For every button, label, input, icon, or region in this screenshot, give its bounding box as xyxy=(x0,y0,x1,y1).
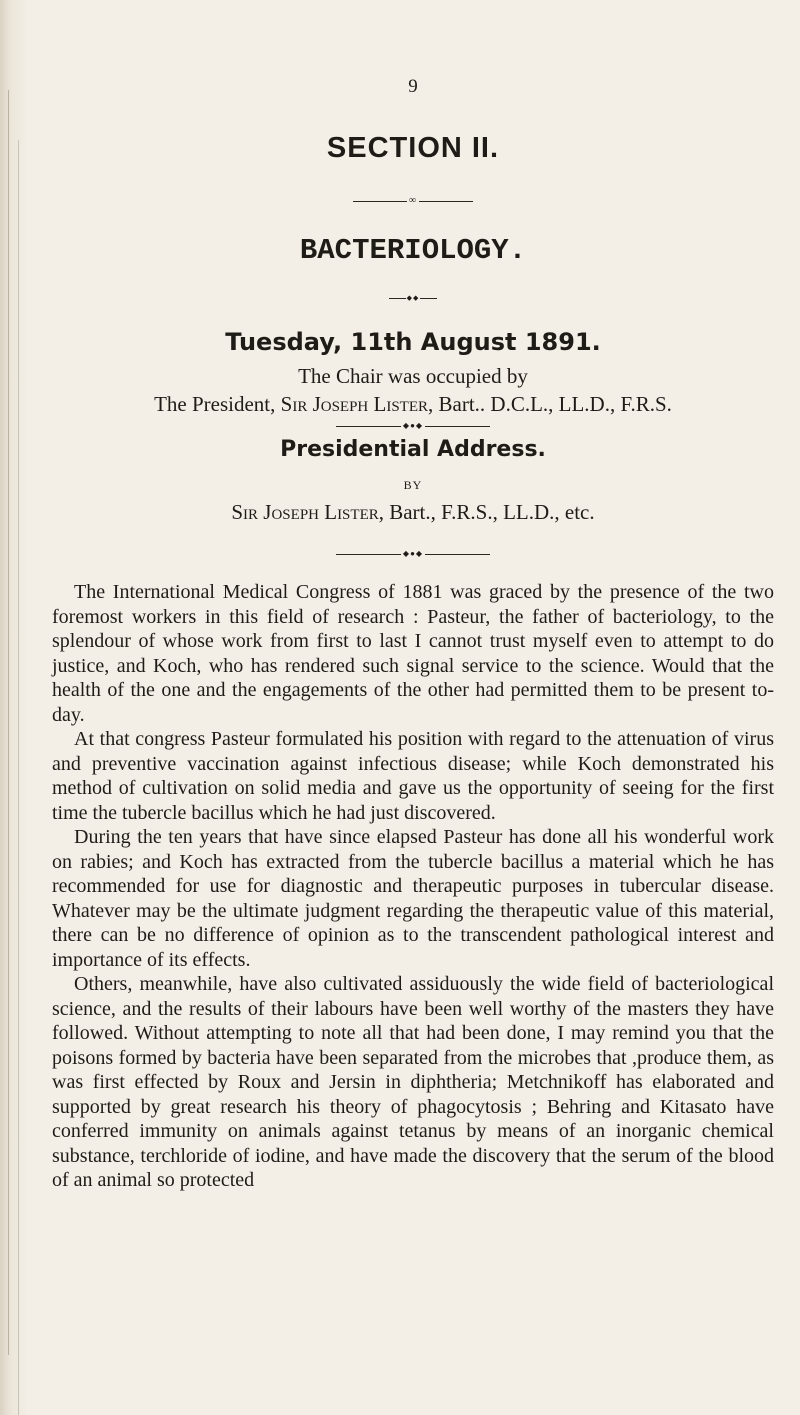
page-number: 9 xyxy=(408,76,418,97)
chair-line: The Chair was occupied by xyxy=(298,364,528,388)
president-name: Sir Joseph Lister xyxy=(280,392,428,416)
author-name: Sir Joseph Lister xyxy=(231,500,379,524)
paragraph: At that congress Pasteur formulated his position with regard to the attenuation of virus and preventive vaccination against infectious disease; while Koch demonstrated his method of cultivation on solid media and gave us the opportunity of seeing for the first time the tubercle bacillus which he had just discovered. xyxy=(52,728,774,824)
by-label: BY xyxy=(403,478,423,492)
address-body xyxy=(52,580,774,1193)
page-binding-edge xyxy=(0,0,28,1415)
author-line: Sir Joseph Lister, Bart., F.R.S., LL.D., etc. xyxy=(231,500,595,524)
subject-title: BACTERIOLOGY. xyxy=(299,234,527,267)
paragraph: Others, meanwhile, have also cultivated assiduously the wide field of bacteriological science, and the results of their labours have been well worthy of the masters they have followed. Without attempting to note all that had been done, I may remind you that the poisons formed by bacteria have been separated from the microbes that ,produce them, as was first effected by Roux and Jersin in diphtheria; Metchnikoff has elaborated and supported by great research his theory of phagocytosis ; Behring and Kitasato have conferred immunity on animals against tetanus by means of an inorganic chemical substance, terchloride of iodine, and have made the discovery that the serum of the blood of an animal so protected xyxy=(52,973,774,1191)
chair-line-president: The President, Sir Joseph Lister, Bart.. D.C.L., LL.D., F.R.S. xyxy=(154,392,672,416)
address-title: Presidential Address. xyxy=(280,437,546,462)
divider-ornament: ◆◆ xyxy=(406,294,420,302)
paragraph: The International Medical Congress of 1881 was graced by the presence of the two foremost workers in this field of research : Pasteur, the father of bacteriology, to the splendour of whose work from first to last I cannot trust myself even to attempt to do justice, and Koch, who has rendered such signal service to the science. Would that the health of the one and the engagements of the other had permitted them to be present to-day. xyxy=(52,581,774,726)
meeting-date: Tuesday, 11th August 1891. xyxy=(225,328,601,356)
divider-ornament: ◆●◆ xyxy=(402,549,424,558)
section-title: SECTION II. xyxy=(326,132,500,164)
paragraph: During the ten years that have since elapsed Pasteur has done all his wonderful work on rabies; and Koch has extracted from the tubercle bacillus a material which he has recommended for use for diagnostic and therapeutic purposes in tubercular disease. Whatever may be the ultimate judgment regarding the therapeutic value of this material, there can be no difference of opinion as to the transcendent pathological interest and importance of its effects. xyxy=(52,826,774,971)
divider-ornament: ◆●◆ xyxy=(402,421,424,430)
divider-ornament: ∞ xyxy=(408,195,418,206)
